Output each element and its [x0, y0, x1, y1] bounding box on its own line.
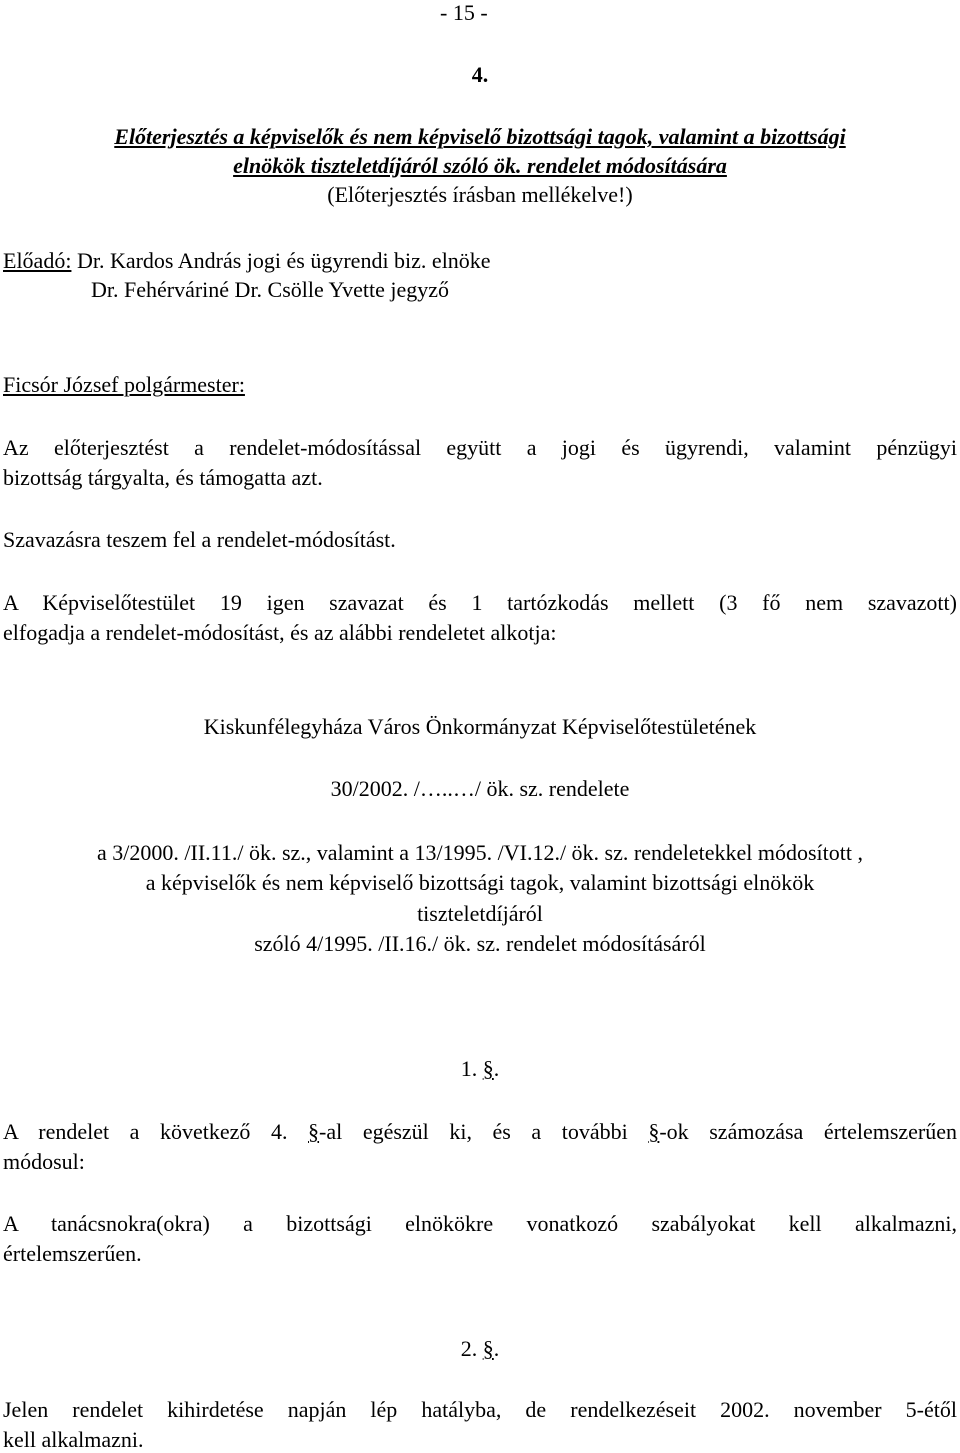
- decree-title-line-2: a képviselők és nem képviselő bizottsági tagok, valamint bizottsági elnökök: [145, 870, 815, 895]
- section-1-text-a: A rendelet a következő 4.: [3, 1119, 288, 1144]
- paragraph-3-line-2: elfogadja a rendelet-módosítást, és az alábbi rendeletet alkotja:: [3, 620, 557, 645]
- agenda-title-line-2: elnökök tiszteletdíjáról szóló ök. rendelet módosítására: [233, 153, 727, 178]
- section-2-heading: 2. §.: [460, 1336, 500, 1361]
- section-2-sign: §: [482, 1336, 494, 1361]
- paragraph-1-line-2: bizottság tárgyalta, és támogatta azt.: [3, 465, 323, 490]
- section-2-number: 2.: [460, 1336, 478, 1361]
- decree-title-line-4: szóló 4/1995. /II.16./ ök. sz. rendelet módosításáról: [254, 931, 706, 956]
- section-1-paragraph-2-line-2: értelemszerűen.: [3, 1241, 142, 1266]
- agenda-item-number: 4.: [471, 62, 489, 87]
- decree-title-line-1: a 3/2000. /II.11./ ök. sz., valamint a 13/1995. /VI.12./ ök. sz. rendeletekkel módosított ,: [97, 840, 863, 865]
- decree-issuer: Kiskunfélegyháza Város Önkormányzat Képviselőtestületének: [203, 714, 757, 739]
- presenter-label: Előadó:: [3, 248, 72, 273]
- presenter-2: Dr. Fehérváriné Dr. Csölle Yvette jegyző: [91, 277, 450, 302]
- section-1-paragraph-2-line-1: A tanácsnokra(okra) a bizottsági elnökökre vonatkozó szabályokat kell alkalmazni,: [3, 1211, 957, 1236]
- section-1-text-b: -al egészül ki, és a további: [319, 1119, 628, 1144]
- presenter-1: Dr. Kardos András jogi és ügyrendi biz. elnöke: [76, 248, 491, 273]
- agenda-title-note: (Előterjesztés írásban mellékelve!): [327, 182, 633, 207]
- decree-title-line-3: tiszteletdíjáról: [417, 901, 543, 926]
- page-number: - 15 -: [440, 0, 488, 25]
- paragraph-3-line-1: A Képviselőtestület 19 igen szavazat és 1 tartózkodás mellett (3 fő nem szavazott): [3, 590, 957, 615]
- section-1-sign: §: [482, 1056, 494, 1081]
- section-1-number: 1.: [460, 1056, 478, 1081]
- paragraph-2: Szavazásra teszem fel a rendelet-módosítást.: [3, 527, 396, 552]
- section-1-sign-inline-2: §: [648, 1119, 660, 1144]
- section-1-line-1: [3, 1119, 957, 1145]
- agenda-title-line-1: Előterjesztés a képviselők és nem képviselő bizottsági tagok, valamint a bizottsági: [114, 124, 846, 149]
- presenter-row-1: [3, 248, 957, 274]
- section-1-text-c: -ok számozása értelemszerűen: [659, 1119, 958, 1144]
- decree-number: 30/2002. /…..…/ ök. sz. rendelete: [330, 776, 630, 801]
- section-1-line-2: módosul:: [3, 1149, 85, 1174]
- paragraph-1-line-1: Az előterjesztést a rendelet-módosítással együtt a jogi és ügyrendi, valamint pénzügyi: [3, 435, 957, 460]
- speaker-heading: Ficsór József polgármester:: [3, 372, 245, 397]
- section-1-sign-inline-1: §: [308, 1119, 320, 1144]
- section-2-line-2: kell alkalmazni.: [3, 1427, 144, 1452]
- section-1-heading: 1. §.: [460, 1056, 500, 1081]
- section-2-line-1: Jelen rendelet kihirdetése napján lép hatályba, de rendelkezéseit 2002. november 5-étől: [3, 1397, 957, 1422]
